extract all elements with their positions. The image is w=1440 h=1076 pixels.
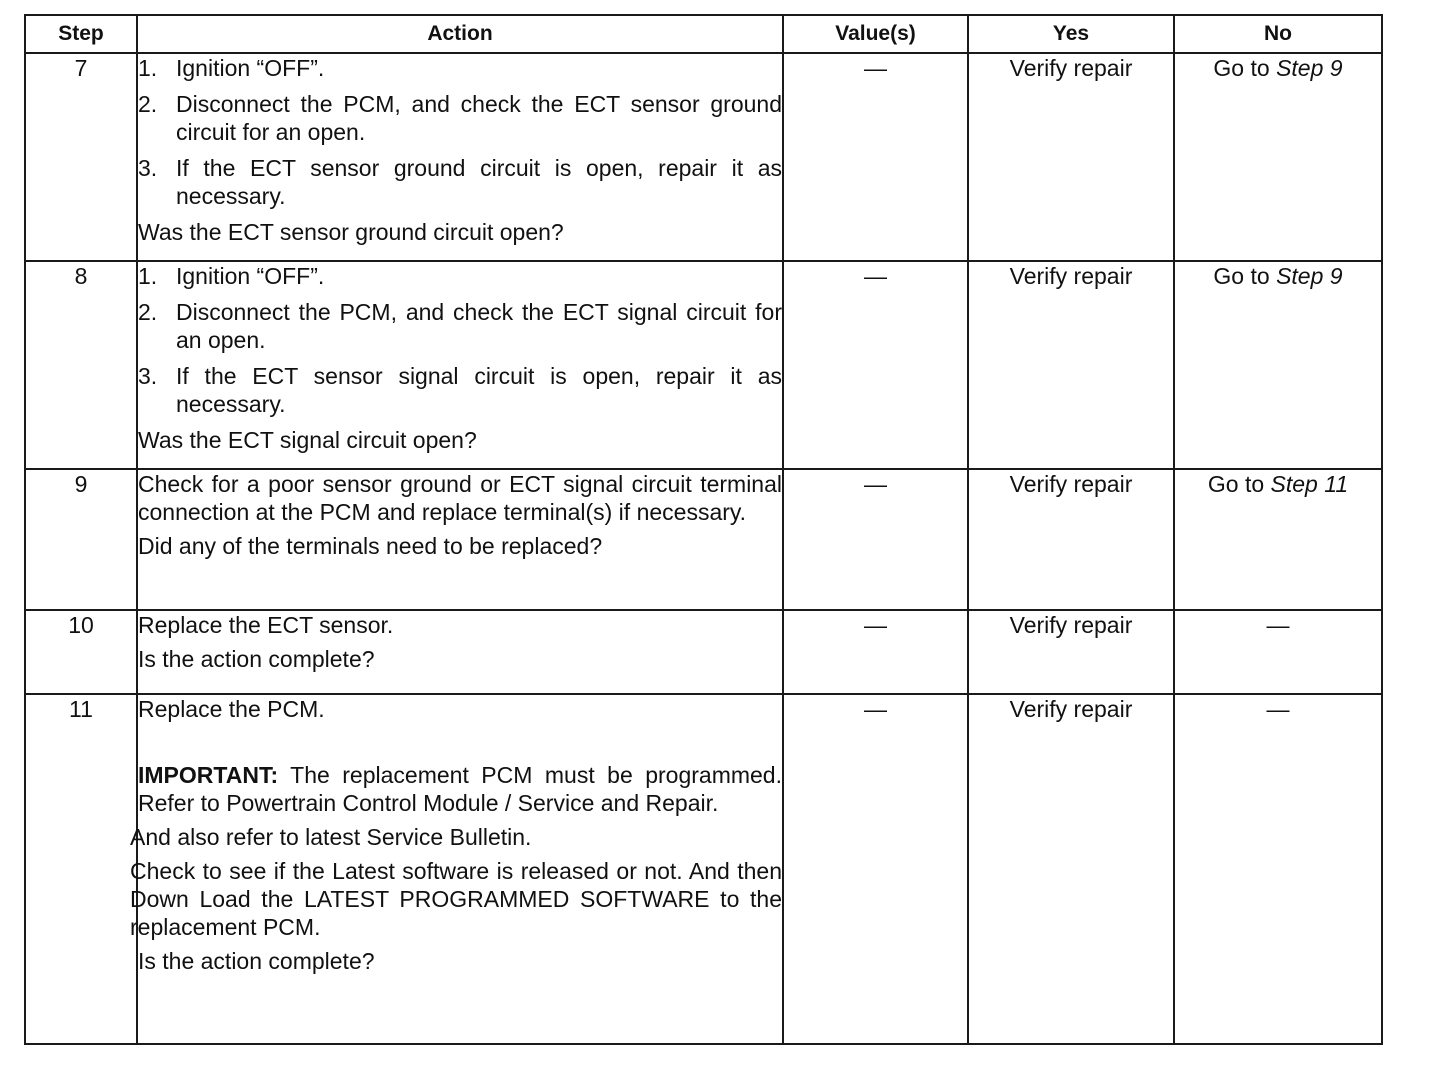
step-number: 10 <box>25 610 137 694</box>
header-values: Value(s) <box>783 15 968 53</box>
list-item: 3. If the ECT sensor signal circuit is open, repair it as necessary. <box>138 363 782 417</box>
list-item: 1. Ignition “OFF”. <box>138 263 325 289</box>
action-text: Replace the ECT sensor. <box>138 612 394 638</box>
step-number: 11 <box>25 694 137 1044</box>
list-item: 1. Ignition “OFF”. <box>138 55 325 81</box>
action-steps <box>138 54 782 210</box>
value-cell: — <box>783 261 968 469</box>
value-cell: — <box>783 53 968 261</box>
action-question: Was the ECT sensor ground circuit open? <box>138 219 564 245</box>
header-step: Step <box>25 15 137 53</box>
bulletin-note: And also refer to latest Service Bulletin. <box>130 824 532 850</box>
header-no: No <box>1174 15 1382 53</box>
yes-cell: Verify repair <box>968 469 1174 610</box>
step-reference: Step 9 <box>1276 55 1343 81</box>
no-cell: Go to Step 9 <box>1174 261 1382 469</box>
yes-cell: Verify repair <box>968 261 1174 469</box>
diagnostic-table <box>24 14 1383 1045</box>
action-text: Check for a poor sensor ground or ECT signal circuit terminal connection at the PCM and replace terminal(s) if necessary. <box>138 471 782 525</box>
table-row <box>25 694 1382 1044</box>
action-text: Replace the PCM. <box>138 696 325 722</box>
value-cell: — <box>783 610 968 694</box>
header-yes: Yes <box>968 15 1174 53</box>
action-question: Is the action complete? <box>138 948 375 974</box>
step-reference: Step 9 <box>1276 263 1343 289</box>
value-cell: — <box>783 694 968 1044</box>
step-reference: Step 11 <box>1270 471 1349 497</box>
important-label: IMPORTANT: <box>138 762 279 788</box>
important-note: IMPORTANT: The replacement PCM must be programmed. Refer to Powertrain Control Module / Service and Repair. <box>138 762 782 816</box>
value-cell: — <box>783 469 968 610</box>
table-row <box>25 261 1382 469</box>
table-row <box>25 610 1382 694</box>
no-cell: — <box>1174 694 1382 1044</box>
yes-cell: Verify repair <box>968 610 1174 694</box>
header-row <box>25 15 1382 53</box>
action-steps <box>138 262 782 418</box>
action-cell <box>137 469 783 610</box>
action-cell <box>137 610 783 694</box>
action-cell <box>130 694 783 1044</box>
list-item: 2. Disconnect the PCM, and check the ECT signal circuit for an open. <box>138 299 782 353</box>
step-number: 9 <box>25 469 137 610</box>
action-cell <box>137 53 783 261</box>
action-question: Did any of the terminals need to be replaced? <box>138 533 603 559</box>
no-cell: Go to Step 11 <box>1174 469 1382 610</box>
table-row <box>25 53 1382 261</box>
no-cell: — <box>1174 610 1382 694</box>
software-note: Check to see if the Latest software is released or not. And then Down Load the LATEST PROGRAMMED SOFTWARE to the replacement PCM. <box>130 858 782 940</box>
action-cell <box>137 261 783 469</box>
no-cell: Go to Step 9 <box>1174 53 1382 261</box>
step-number: 8 <box>25 261 137 469</box>
table-row <box>25 469 1382 610</box>
list-item: 2. Disconnect the PCM, and check the ECT sensor ground circuit for an open. <box>138 91 782 145</box>
step-number: 7 <box>25 53 137 261</box>
yes-cell: Verify repair <box>968 694 1174 1044</box>
header-action: Action <box>137 15 783 53</box>
action-question: Was the ECT signal circuit open? <box>138 427 477 453</box>
action-question: Is the action complete? <box>138 646 375 672</box>
yes-cell: Verify repair <box>968 53 1174 261</box>
list-item: 3. If the ECT sensor ground circuit is open, repair it as necessary. <box>138 155 782 209</box>
